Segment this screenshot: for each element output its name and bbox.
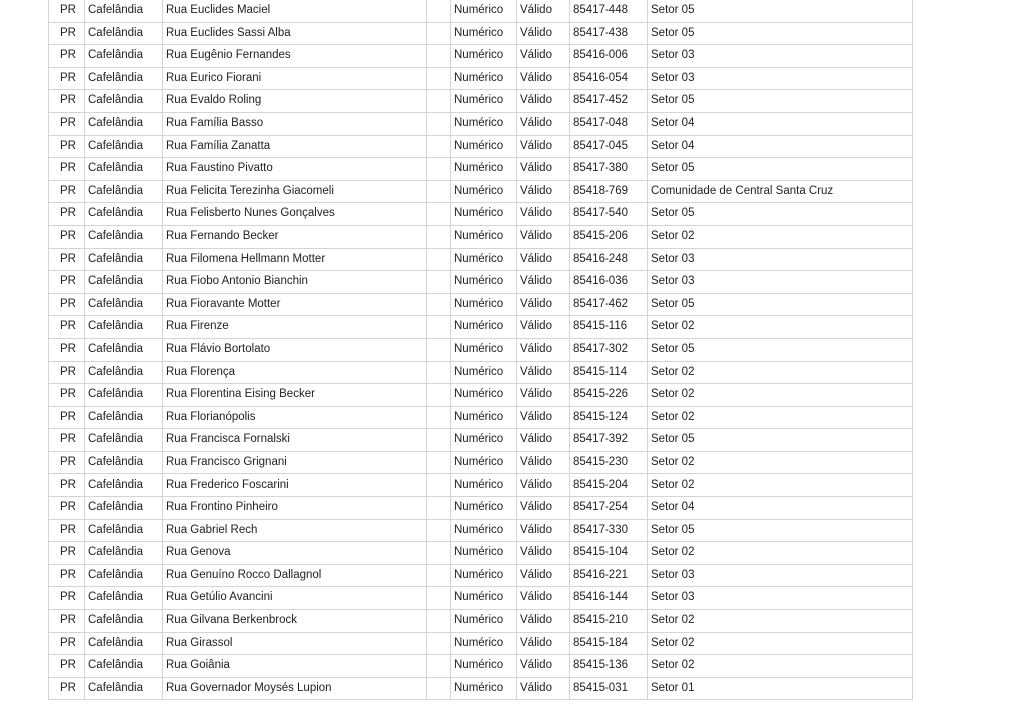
status-cell: Válido <box>517 338 570 361</box>
state-cell: PR <box>49 474 85 497</box>
table-row <box>49 474 913 497</box>
state-cell: PR <box>49 316 85 339</box>
type-cell: Numérico <box>451 587 517 610</box>
type-cell: Numérico <box>451 406 517 429</box>
blank-cell <box>427 655 451 678</box>
blank-cell <box>427 248 451 271</box>
table-row <box>49 225 913 248</box>
type-cell: Numérico <box>451 112 517 135</box>
blank-cell <box>427 519 451 542</box>
sector-cell: Setor 02 <box>648 316 913 339</box>
table-row <box>49 180 913 203</box>
cep-cell: 85415-206 <box>570 225 648 248</box>
type-cell: Numérico <box>451 248 517 271</box>
sector-cell: Setor 02 <box>648 474 913 497</box>
city-cell: Cafelândia <box>85 451 163 474</box>
sector-cell: Setor 03 <box>648 248 913 271</box>
table-row <box>49 0 913 22</box>
cep-cell: 85417-448 <box>570 0 648 22</box>
blank-cell <box>427 271 451 294</box>
table-body <box>49 0 913 700</box>
cep-cell: 85415-116 <box>570 316 648 339</box>
state-cell: PR <box>49 22 85 45</box>
cep-cell: 85416-054 <box>570 67 648 90</box>
type-cell: Numérico <box>451 451 517 474</box>
blank-cell <box>427 67 451 90</box>
type-cell: Numérico <box>451 316 517 339</box>
street-cell: Rua Francisco Grignani <box>163 451 427 474</box>
blank-cell <box>427 564 451 587</box>
state-cell: PR <box>49 519 85 542</box>
city-cell: Cafelândia <box>85 655 163 678</box>
address-table <box>48 0 913 700</box>
table-row <box>49 655 913 678</box>
type-cell: Numérico <box>451 338 517 361</box>
sector-cell: Setor 02 <box>648 655 913 678</box>
type-cell: Numérico <box>451 90 517 113</box>
cep-cell: 85415-184 <box>570 632 648 655</box>
blank-cell <box>427 338 451 361</box>
type-cell: Numérico <box>451 271 517 294</box>
city-cell: Cafelândia <box>85 361 163 384</box>
street-cell: Rua Girassol <box>163 632 427 655</box>
city-cell: Cafelândia <box>85 677 163 700</box>
type-cell: Numérico <box>451 0 517 22</box>
street-cell: Rua Gilvana Berkenbrock <box>163 610 427 633</box>
state-cell: PR <box>49 677 85 700</box>
table-row <box>49 677 913 700</box>
type-cell: Numérico <box>451 225 517 248</box>
state-cell: PR <box>49 384 85 407</box>
type-cell: Numérico <box>451 203 517 226</box>
sector-cell: Setor 03 <box>648 587 913 610</box>
city-cell: Cafelândia <box>85 406 163 429</box>
sector-cell: Setor 03 <box>648 45 913 68</box>
state-cell: PR <box>49 112 85 135</box>
table-row <box>49 497 913 520</box>
sector-cell: Setor 05 <box>648 22 913 45</box>
cep-cell: 85417-540 <box>570 203 648 226</box>
sector-cell: Setor 05 <box>648 203 913 226</box>
blank-cell <box>427 112 451 135</box>
state-cell: PR <box>49 180 85 203</box>
cep-cell: 85415-114 <box>570 361 648 384</box>
type-cell: Numérico <box>451 519 517 542</box>
status-cell: Válido <box>517 203 570 226</box>
type-cell: Numérico <box>451 180 517 203</box>
blank-cell <box>427 135 451 158</box>
city-cell: Cafelândia <box>85 429 163 452</box>
table-row <box>49 90 913 113</box>
status-cell: Válido <box>517 135 570 158</box>
city-cell: Cafelândia <box>85 180 163 203</box>
sector-cell: Setor 05 <box>648 0 913 22</box>
city-cell: Cafelândia <box>85 632 163 655</box>
state-cell: PR <box>49 45 85 68</box>
table-row <box>49 542 913 565</box>
table-row <box>49 112 913 135</box>
street-cell: Rua Felisberto Nunes Gonçalves <box>163 203 427 226</box>
status-cell: Válido <box>517 564 570 587</box>
blank-cell <box>427 45 451 68</box>
cep-cell: 85417-392 <box>570 429 648 452</box>
city-cell: Cafelândia <box>85 542 163 565</box>
blank-cell <box>427 451 451 474</box>
sector-cell: Setor 05 <box>648 158 913 181</box>
state-cell: PR <box>49 451 85 474</box>
sector-cell: Setor 02 <box>648 361 913 384</box>
blank-cell <box>427 316 451 339</box>
street-cell: Rua Genuíno Rocco Dallagnol <box>163 564 427 587</box>
state-cell: PR <box>49 632 85 655</box>
table-row <box>49 406 913 429</box>
street-cell: Rua Eugênio Fernandes <box>163 45 427 68</box>
state-cell: PR <box>49 610 85 633</box>
city-cell: Cafelândia <box>85 316 163 339</box>
cep-cell: 85415-226 <box>570 384 648 407</box>
city-cell: Cafelândia <box>85 0 163 22</box>
type-cell: Numérico <box>451 67 517 90</box>
street-cell: Rua Frederico Foscarini <box>163 474 427 497</box>
status-cell: Válido <box>517 225 570 248</box>
type-cell: Numérico <box>451 610 517 633</box>
state-cell: PR <box>49 338 85 361</box>
sector-cell: Setor 04 <box>648 112 913 135</box>
cep-cell: 85417-330 <box>570 519 648 542</box>
blank-cell <box>427 158 451 181</box>
sector-cell: Setor 03 <box>648 564 913 587</box>
city-cell: Cafelândia <box>85 22 163 45</box>
street-cell: Rua Florença <box>163 361 427 384</box>
table-row <box>49 316 913 339</box>
city-cell: Cafelândia <box>85 564 163 587</box>
cep-cell: 85417-254 <box>570 497 648 520</box>
blank-cell <box>427 180 451 203</box>
cep-cell: 85415-210 <box>570 610 648 633</box>
status-cell: Válido <box>517 158 570 181</box>
type-cell: Numérico <box>451 45 517 68</box>
state-cell: PR <box>49 564 85 587</box>
blank-cell <box>427 677 451 700</box>
cep-cell: 85415-136 <box>570 655 648 678</box>
blank-cell <box>427 406 451 429</box>
state-cell: PR <box>49 429 85 452</box>
table-row <box>49 45 913 68</box>
cep-cell: 85417-048 <box>570 112 648 135</box>
street-cell: Rua Getúlio Avancini <box>163 587 427 610</box>
table-row <box>49 248 913 271</box>
street-cell: Rua Florentina Eising Becker <box>163 384 427 407</box>
state-cell: PR <box>49 587 85 610</box>
blank-cell <box>427 90 451 113</box>
blank-cell <box>427 225 451 248</box>
table-row <box>49 203 913 226</box>
city-cell: Cafelândia <box>85 271 163 294</box>
street-cell: Rua Firenze <box>163 316 427 339</box>
cep-cell: 85416-248 <box>570 248 648 271</box>
status-cell: Válido <box>517 361 570 384</box>
table-row <box>49 519 913 542</box>
status-cell: Válido <box>517 406 570 429</box>
city-cell: Cafelândia <box>85 135 163 158</box>
state-cell: PR <box>49 406 85 429</box>
table-row <box>49 271 913 294</box>
sector-cell: Setor 02 <box>648 225 913 248</box>
city-cell: Cafelândia <box>85 67 163 90</box>
state-cell: PR <box>49 203 85 226</box>
sector-cell: Setor 04 <box>648 497 913 520</box>
street-cell: Rua Filomena Hellmann Motter <box>163 248 427 271</box>
type-cell: Numérico <box>451 293 517 316</box>
city-cell: Cafelândia <box>85 338 163 361</box>
street-cell: Rua Eurico Fiorani <box>163 67 427 90</box>
city-cell: Cafelândia <box>85 497 163 520</box>
blank-cell <box>427 587 451 610</box>
status-cell: Válido <box>517 587 570 610</box>
state-cell: PR <box>49 0 85 22</box>
sector-cell: Comunidade de Central Santa Cruz <box>648 180 913 203</box>
state-cell: PR <box>49 542 85 565</box>
type-cell: Numérico <box>451 632 517 655</box>
street-cell: Rua Governador Moysés Lupion <box>163 677 427 700</box>
status-cell: Válido <box>517 632 570 655</box>
street-cell: Rua Francisca Fornalski <box>163 429 427 452</box>
street-cell: Rua Euclides Maciel <box>163 0 427 22</box>
status-cell: Válido <box>517 293 570 316</box>
street-cell: Rua Faustino Pivatto <box>163 158 427 181</box>
street-cell: Rua Fernando Becker <box>163 225 427 248</box>
blank-cell <box>427 22 451 45</box>
street-cell: Rua Evaldo Roling <box>163 90 427 113</box>
city-cell: Cafelândia <box>85 203 163 226</box>
status-cell: Válido <box>517 45 570 68</box>
city-cell: Cafelândia <box>85 293 163 316</box>
status-cell: Válido <box>517 429 570 452</box>
street-cell: Rua Felicita Terezinha Giacomeli <box>163 180 427 203</box>
status-cell: Válido <box>517 22 570 45</box>
status-cell: Válido <box>517 451 570 474</box>
status-cell: Válido <box>517 248 570 271</box>
table-row <box>49 22 913 45</box>
table-row <box>49 451 913 474</box>
sector-cell: Setor 03 <box>648 67 913 90</box>
type-cell: Numérico <box>451 564 517 587</box>
table-row <box>49 610 913 633</box>
state-cell: PR <box>49 90 85 113</box>
type-cell: Numérico <box>451 384 517 407</box>
cep-cell: 85416-036 <box>570 271 648 294</box>
city-cell: Cafelândia <box>85 519 163 542</box>
cep-cell: 85417-438 <box>570 22 648 45</box>
state-cell: PR <box>49 655 85 678</box>
sector-cell: Setor 05 <box>648 293 913 316</box>
status-cell: Válido <box>517 677 570 700</box>
city-cell: Cafelândia <box>85 610 163 633</box>
street-cell: Rua Euclides Sassi Alba <box>163 22 427 45</box>
street-cell: Rua Flávio Bortolato <box>163 338 427 361</box>
state-cell: PR <box>49 361 85 384</box>
table-row <box>49 632 913 655</box>
city-cell: Cafelândia <box>85 384 163 407</box>
blank-cell <box>427 361 451 384</box>
cep-cell: 85417-045 <box>570 135 648 158</box>
cep-cell: 85416-006 <box>570 45 648 68</box>
cep-cell: 85418-769 <box>570 180 648 203</box>
status-cell: Válido <box>517 610 570 633</box>
table-row <box>49 587 913 610</box>
table-row <box>49 361 913 384</box>
type-cell: Numérico <box>451 22 517 45</box>
status-cell: Válido <box>517 655 570 678</box>
street-cell: Rua Florianópolis <box>163 406 427 429</box>
sector-cell: Setor 01 <box>648 677 913 700</box>
table-row <box>49 293 913 316</box>
type-cell: Numérico <box>451 677 517 700</box>
status-cell: Válido <box>517 90 570 113</box>
table-row <box>49 429 913 452</box>
blank-cell <box>427 0 451 22</box>
status-cell: Válido <box>517 0 570 22</box>
table-row <box>49 135 913 158</box>
state-cell: PR <box>49 158 85 181</box>
state-cell: PR <box>49 271 85 294</box>
cep-cell: 85417-452 <box>570 90 648 113</box>
sector-cell: Setor 02 <box>648 542 913 565</box>
city-cell: Cafelândia <box>85 248 163 271</box>
type-cell: Numérico <box>451 474 517 497</box>
blank-cell <box>427 632 451 655</box>
sector-cell: Setor 02 <box>648 610 913 633</box>
type-cell: Numérico <box>451 655 517 678</box>
street-cell: Rua Fioravante Motter <box>163 293 427 316</box>
cep-cell: 85416-221 <box>570 564 648 587</box>
sector-cell: Setor 03 <box>648 271 913 294</box>
cep-cell: 85417-302 <box>570 338 648 361</box>
street-cell: Rua Frontino Pinheiro <box>163 497 427 520</box>
city-cell: Cafelândia <box>85 90 163 113</box>
type-cell: Numérico <box>451 542 517 565</box>
blank-cell <box>427 542 451 565</box>
status-cell: Válido <box>517 542 570 565</box>
city-cell: Cafelândia <box>85 158 163 181</box>
status-cell: Válido <box>517 180 570 203</box>
type-cell: Numérico <box>451 361 517 384</box>
street-cell: Rua Família Basso <box>163 112 427 135</box>
type-cell: Numérico <box>451 158 517 181</box>
table-row <box>49 338 913 361</box>
blank-cell <box>427 293 451 316</box>
street-cell: Rua Família Zanatta <box>163 135 427 158</box>
cep-cell: 85415-031 <box>570 677 648 700</box>
status-cell: Válido <box>517 519 570 542</box>
city-cell: Cafelândia <box>85 45 163 68</box>
cep-cell: 85415-230 <box>570 451 648 474</box>
status-cell: Válido <box>517 497 570 520</box>
sector-cell: Setor 02 <box>648 406 913 429</box>
city-cell: Cafelândia <box>85 587 163 610</box>
cep-cell: 85417-462 <box>570 293 648 316</box>
blank-cell <box>427 203 451 226</box>
status-cell: Válido <box>517 316 570 339</box>
type-cell: Numérico <box>451 135 517 158</box>
sector-cell: Setor 02 <box>648 451 913 474</box>
cep-cell: 85417-380 <box>570 158 648 181</box>
state-cell: PR <box>49 135 85 158</box>
state-cell: PR <box>49 225 85 248</box>
state-cell: PR <box>49 293 85 316</box>
sector-cell: Setor 02 <box>648 384 913 407</box>
status-cell: Válido <box>517 271 570 294</box>
blank-cell <box>427 497 451 520</box>
status-cell: Válido <box>517 474 570 497</box>
sector-cell: Setor 05 <box>648 429 913 452</box>
blank-cell <box>427 474 451 497</box>
state-cell: PR <box>49 497 85 520</box>
type-cell: Numérico <box>451 497 517 520</box>
status-cell: Válido <box>517 112 570 135</box>
street-cell: Rua Gabriel Rech <box>163 519 427 542</box>
cep-cell: 85415-204 <box>570 474 648 497</box>
sector-cell: Setor 05 <box>648 338 913 361</box>
city-cell: Cafelândia <box>85 112 163 135</box>
blank-cell <box>427 384 451 407</box>
sector-cell: Setor 05 <box>648 519 913 542</box>
state-cell: PR <box>49 248 85 271</box>
status-cell: Válido <box>517 67 570 90</box>
blank-cell <box>427 429 451 452</box>
sector-cell: Setor 02 <box>648 632 913 655</box>
blank-cell <box>427 610 451 633</box>
type-cell: Numérico <box>451 429 517 452</box>
table-row <box>49 384 913 407</box>
cep-cell: 85416-144 <box>570 587 648 610</box>
sector-cell: Setor 05 <box>648 90 913 113</box>
street-cell: Rua Fiobo Antonio Bianchin <box>163 271 427 294</box>
table-row <box>49 67 913 90</box>
cep-cell: 85415-104 <box>570 542 648 565</box>
street-cell: Rua Genova <box>163 542 427 565</box>
sector-cell: Setor 04 <box>648 135 913 158</box>
table-row <box>49 564 913 587</box>
city-cell: Cafelândia <box>85 225 163 248</box>
state-cell: PR <box>49 67 85 90</box>
cep-cell: 85415-124 <box>570 406 648 429</box>
street-cell: Rua Goiânia <box>163 655 427 678</box>
status-cell: Válido <box>517 384 570 407</box>
city-cell: Cafelândia <box>85 474 163 497</box>
table-row <box>49 158 913 181</box>
